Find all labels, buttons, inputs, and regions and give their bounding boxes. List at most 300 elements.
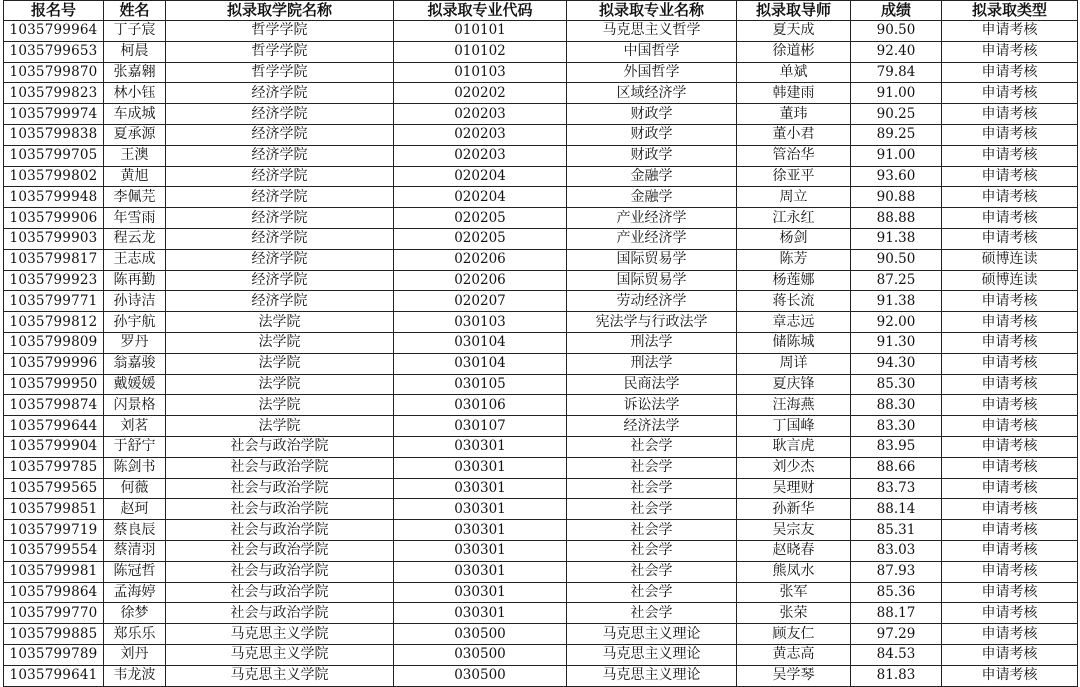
cell-major-code: 020207 — [394, 291, 567, 312]
cell-admission-type: 申请考核 — [942, 104, 1078, 125]
cell-major-code: 030500 — [394, 644, 567, 665]
cell-college: 法学院 — [166, 416, 394, 437]
table-row — [4, 499, 1078, 520]
cell-major-code: 020206 — [394, 270, 567, 291]
cell-name: 韦龙波 — [104, 665, 166, 686]
cell-score: 88.66 — [851, 457, 942, 478]
cell-score: 91.38 — [851, 291, 942, 312]
cell-major-name: 财政学 — [567, 104, 737, 125]
cell-supervisor: 赵晓春 — [737, 540, 851, 561]
cell-score: 83.30 — [851, 416, 942, 437]
table-row — [4, 104, 1078, 125]
cell-name: 程云龙 — [104, 228, 166, 249]
cell-major-code: 020205 — [394, 208, 567, 229]
table-row — [4, 457, 1078, 478]
cell-score: 85.36 — [851, 582, 942, 603]
cell-name: 闪景格 — [104, 395, 166, 416]
cell-score: 81.83 — [851, 665, 942, 686]
cell-admission-type: 申请考核 — [942, 228, 1078, 249]
cell-name: 于舒宁 — [104, 436, 166, 457]
admission-table — [3, 0, 1078, 687]
table-row — [4, 41, 1078, 62]
cell-major-code: 030301 — [394, 478, 567, 499]
cell-registration-no: 1035799554 — [4, 540, 104, 561]
cell-score: 85.31 — [851, 520, 942, 541]
cell-major-name: 社会学 — [567, 561, 737, 582]
cell-name: 丁子宸 — [104, 21, 166, 42]
cell-college: 马克思主义学院 — [166, 644, 394, 665]
cell-score: 92.00 — [851, 312, 942, 333]
cell-college: 经济学院 — [166, 270, 394, 291]
cell-score: 88.30 — [851, 395, 942, 416]
cell-college: 社会与政治学院 — [166, 540, 394, 561]
cell-name: 翁嘉骏 — [104, 353, 166, 374]
header-registration-no: 报名号 — [4, 1, 104, 21]
cell-major-name: 中国哲学 — [567, 41, 737, 62]
cell-supervisor: 周立 — [737, 187, 851, 208]
cell-college: 经济学院 — [166, 83, 394, 104]
cell-admission-type: 申请考核 — [942, 624, 1078, 645]
cell-admission-type: 申请考核 — [942, 395, 1078, 416]
cell-major-code: 020206 — [394, 249, 567, 270]
cell-score: 90.25 — [851, 104, 942, 125]
cell-college: 经济学院 — [166, 145, 394, 166]
cell-score: 88.17 — [851, 603, 942, 624]
cell-supervisor: 夏天成 — [737, 21, 851, 42]
cell-major-code: 010102 — [394, 41, 567, 62]
cell-admission-type: 申请考核 — [942, 124, 1078, 145]
cell-score: 91.00 — [851, 83, 942, 104]
cell-name: 柯晨 — [104, 41, 166, 62]
table-row — [4, 249, 1078, 270]
cell-major-name: 社会学 — [567, 603, 737, 624]
cell-major-name: 刑法学 — [567, 353, 737, 374]
cell-score: 84.53 — [851, 644, 942, 665]
cell-admission-type: 硕博连读 — [942, 270, 1078, 291]
cell-score: 90.50 — [851, 249, 942, 270]
cell-name: 孟海婷 — [104, 582, 166, 603]
cell-admission-type: 申请考核 — [942, 166, 1078, 187]
cell-major-code: 030301 — [394, 457, 567, 478]
cell-major-name: 社会学 — [567, 457, 737, 478]
cell-score: 91.00 — [851, 145, 942, 166]
cell-major-code: 010103 — [394, 62, 567, 83]
cell-score: 83.03 — [851, 540, 942, 561]
cell-registration-no: 1035799802 — [4, 166, 104, 187]
cell-major-code: 030301 — [394, 582, 567, 603]
cell-supervisor: 杨剑 — [737, 228, 851, 249]
cell-score: 97.29 — [851, 624, 942, 645]
cell-college: 法学院 — [166, 374, 394, 395]
cell-score: 94.30 — [851, 353, 942, 374]
table-row — [4, 540, 1078, 561]
cell-name: 张嘉翱 — [104, 62, 166, 83]
table-row — [4, 208, 1078, 229]
cell-score: 90.88 — [851, 187, 942, 208]
cell-admission-type: 申请考核 — [942, 603, 1078, 624]
cell-name: 年雪雨 — [104, 208, 166, 229]
cell-major-code: 030301 — [394, 499, 567, 520]
cell-college: 社会与政治学院 — [166, 603, 394, 624]
cell-registration-no: 1035799719 — [4, 520, 104, 541]
cell-supervisor: 黄志高 — [737, 644, 851, 665]
cell-registration-no: 1035799812 — [4, 312, 104, 333]
cell-registration-no: 1035799874 — [4, 395, 104, 416]
table-row — [4, 395, 1078, 416]
table-row — [4, 478, 1078, 499]
table-body — [4, 21, 1078, 687]
cell-college: 马克思主义学院 — [166, 624, 394, 645]
table-row — [4, 416, 1078, 437]
cell-major-name: 产业经济学 — [567, 208, 737, 229]
cell-college: 社会与政治学院 — [166, 561, 394, 582]
cell-name: 王志成 — [104, 249, 166, 270]
cell-score: 92.40 — [851, 41, 942, 62]
cell-major-name: 社会学 — [567, 582, 737, 603]
cell-major-name: 经济法学 — [567, 416, 737, 437]
cell-major-name: 金融学 — [567, 187, 737, 208]
cell-admission-type: 申请考核 — [942, 62, 1078, 83]
table-row — [4, 187, 1078, 208]
cell-admission-type: 申请考核 — [942, 457, 1078, 478]
cell-college: 经济学院 — [166, 208, 394, 229]
cell-major-name: 财政学 — [567, 145, 737, 166]
cell-admission-type: 申请考核 — [942, 312, 1078, 333]
cell-admission-type: 申请考核 — [942, 665, 1078, 686]
cell-name: 夏承源 — [104, 124, 166, 145]
cell-major-name: 区域经济学 — [567, 83, 737, 104]
cell-major-code: 030301 — [394, 540, 567, 561]
cell-major-name: 国际贸易学 — [567, 270, 737, 291]
cell-college: 社会与政治学院 — [166, 499, 394, 520]
cell-score: 83.95 — [851, 436, 942, 457]
cell-admission-type: 申请考核 — [942, 83, 1078, 104]
cell-supervisor: 章志远 — [737, 312, 851, 333]
cell-admission-type: 申请考核 — [942, 208, 1078, 229]
cell-college: 经济学院 — [166, 187, 394, 208]
header-score: 成绩 — [851, 1, 942, 21]
cell-major-name: 宪法学与行政法学 — [567, 312, 737, 333]
cell-major-name: 社会学 — [567, 478, 737, 499]
cell-supervisor: 徐道彬 — [737, 41, 851, 62]
cell-score: 85.30 — [851, 374, 942, 395]
cell-supervisor: 单斌 — [737, 62, 851, 83]
cell-admission-type: 申请考核 — [942, 353, 1078, 374]
cell-registration-no: 1035799838 — [4, 124, 104, 145]
cell-registration-no: 1035799789 — [4, 644, 104, 665]
cell-registration-no: 1035799785 — [4, 457, 104, 478]
cell-registration-no: 1035799823 — [4, 83, 104, 104]
cell-name: 车成城 — [104, 104, 166, 125]
table-row — [4, 228, 1078, 249]
cell-major-code: 030500 — [394, 665, 567, 686]
cell-college: 哲学学院 — [166, 41, 394, 62]
cell-name: 林小钰 — [104, 83, 166, 104]
cell-major-name: 诉讼法学 — [567, 395, 737, 416]
table-row — [4, 582, 1078, 603]
cell-registration-no: 1035799771 — [4, 291, 104, 312]
cell-college: 社会与政治学院 — [166, 582, 394, 603]
cell-score: 87.93 — [851, 561, 942, 582]
cell-registration-no: 1035799870 — [4, 62, 104, 83]
cell-supervisor: 顾友仁 — [737, 624, 851, 645]
cell-supervisor: 耿言虎 — [737, 436, 851, 457]
cell-supervisor: 张军 — [737, 582, 851, 603]
header-major-code: 拟录取专业代码 — [394, 1, 567, 21]
cell-college: 社会与政治学院 — [166, 520, 394, 541]
cell-college: 经济学院 — [166, 249, 394, 270]
cell-registration-no: 1035799705 — [4, 145, 104, 166]
cell-admission-type: 申请考核 — [942, 478, 1078, 499]
cell-name: 陈剑书 — [104, 457, 166, 478]
cell-registration-no: 1035799851 — [4, 499, 104, 520]
cell-admission-type: 申请考核 — [942, 374, 1078, 395]
cell-major-name: 国际贸易学 — [567, 249, 737, 270]
cell-admission-type: 申请考核 — [942, 499, 1078, 520]
cell-registration-no: 1035799923 — [4, 270, 104, 291]
cell-major-name: 马克思主义理论 — [567, 644, 737, 665]
cell-major-name: 社会学 — [567, 540, 737, 561]
cell-admission-type: 申请考核 — [942, 21, 1078, 42]
cell-college: 哲学学院 — [166, 62, 394, 83]
header-row — [4, 1, 1078, 21]
cell-name: 王澳 — [104, 145, 166, 166]
cell-registration-no: 1035799817 — [4, 249, 104, 270]
cell-name: 蔡清羽 — [104, 540, 166, 561]
cell-score: 91.30 — [851, 332, 942, 353]
cell-college: 经济学院 — [166, 228, 394, 249]
cell-major-code: 030107 — [394, 416, 567, 437]
cell-score: 93.60 — [851, 166, 942, 187]
cell-admission-type: 申请考核 — [942, 145, 1078, 166]
cell-major-name: 金融学 — [567, 166, 737, 187]
cell-major-code: 030104 — [394, 353, 567, 374]
cell-admission-type: 申请考核 — [942, 416, 1078, 437]
cell-registration-no: 1035799950 — [4, 374, 104, 395]
cell-name: 徐梦 — [104, 603, 166, 624]
cell-major-code: 030301 — [394, 603, 567, 624]
cell-supervisor: 刘少杰 — [737, 457, 851, 478]
cell-score: 83.73 — [851, 478, 942, 499]
table-row — [4, 624, 1078, 645]
cell-major-name: 刑法学 — [567, 332, 737, 353]
cell-score: 91.38 — [851, 228, 942, 249]
cell-major-name: 劳动经济学 — [567, 291, 737, 312]
cell-name: 何薇 — [104, 478, 166, 499]
cell-registration-no: 1035799641 — [4, 665, 104, 686]
cell-score: 89.25 — [851, 124, 942, 145]
cell-supervisor: 蒋长流 — [737, 291, 851, 312]
cell-admission-type: 申请考核 — [942, 291, 1078, 312]
cell-admission-type: 申请考核 — [942, 582, 1078, 603]
cell-registration-no: 1035799770 — [4, 603, 104, 624]
cell-major-name: 民商法学 — [567, 374, 737, 395]
table-row — [4, 291, 1078, 312]
cell-name: 刘丹 — [104, 644, 166, 665]
cell-score: 87.25 — [851, 270, 942, 291]
cell-admission-type: 申请考核 — [942, 561, 1078, 582]
header-supervisor: 拟录取导师 — [737, 1, 851, 21]
cell-supervisor: 周详 — [737, 353, 851, 374]
cell-major-code: 030103 — [394, 312, 567, 333]
table-row — [4, 312, 1078, 333]
cell-major-code: 020203 — [394, 104, 567, 125]
cell-major-name: 马克思主义理论 — [567, 665, 737, 686]
table-row — [4, 374, 1078, 395]
table-row — [4, 332, 1078, 353]
cell-admission-type: 申请考核 — [942, 187, 1078, 208]
cell-major-code: 010101 — [394, 21, 567, 42]
cell-college: 社会与政治学院 — [166, 457, 394, 478]
header-name: 姓名 — [104, 1, 166, 21]
cell-major-name: 社会学 — [567, 436, 737, 457]
cell-name: 戴媛媛 — [104, 374, 166, 395]
cell-major-name: 马克思主义哲学 — [567, 21, 737, 42]
cell-major-name: 财政学 — [567, 124, 737, 145]
cell-major-code: 020204 — [394, 166, 567, 187]
cell-name: 孙诗洁 — [104, 291, 166, 312]
cell-registration-no: 1035799981 — [4, 561, 104, 582]
cell-college: 哲学学院 — [166, 21, 394, 42]
table-row — [4, 561, 1078, 582]
cell-supervisor: 韩建雨 — [737, 83, 851, 104]
table-row — [4, 21, 1078, 42]
cell-major-code: 030104 — [394, 332, 567, 353]
cell-major-name: 马克思主义理论 — [567, 624, 737, 645]
cell-registration-no: 1035799948 — [4, 187, 104, 208]
cell-name: 黄旭 — [104, 166, 166, 187]
table-row — [4, 145, 1078, 166]
cell-registration-no: 1035799996 — [4, 353, 104, 374]
cell-admission-type: 硕博连读 — [942, 249, 1078, 270]
cell-supervisor: 张荣 — [737, 603, 851, 624]
cell-major-name: 社会学 — [567, 520, 737, 541]
header-college: 拟录取学院名称 — [166, 1, 394, 21]
cell-score: 88.88 — [851, 208, 942, 229]
cell-registration-no: 1035799864 — [4, 582, 104, 603]
cell-major-code: 020204 — [394, 187, 567, 208]
table-row — [4, 665, 1078, 686]
table-row — [4, 520, 1078, 541]
cell-name: 赵珂 — [104, 499, 166, 520]
table-row — [4, 603, 1078, 624]
table-row — [4, 83, 1078, 104]
cell-score: 79.84 — [851, 62, 942, 83]
cell-name: 蔡良辰 — [104, 520, 166, 541]
cell-supervisor: 储陈城 — [737, 332, 851, 353]
table-row — [4, 62, 1078, 83]
cell-supervisor: 丁国峰 — [737, 416, 851, 437]
cell-supervisor: 董小君 — [737, 124, 851, 145]
cell-supervisor: 管治华 — [737, 145, 851, 166]
cell-name: 陈冠哲 — [104, 561, 166, 582]
cell-name: 罗丹 — [104, 332, 166, 353]
cell-supervisor: 吴理财 — [737, 478, 851, 499]
cell-major-code: 030301 — [394, 436, 567, 457]
cell-registration-no: 1035799565 — [4, 478, 104, 499]
cell-name: 陈再勤 — [104, 270, 166, 291]
cell-registration-no: 1035799903 — [4, 228, 104, 249]
table-row — [4, 124, 1078, 145]
table-row — [4, 436, 1078, 457]
cell-score: 90.50 — [851, 21, 942, 42]
cell-name: 郑乐乐 — [104, 624, 166, 645]
cell-admission-type: 申请考核 — [942, 41, 1078, 62]
table-row — [4, 270, 1078, 291]
cell-registration-no: 1035799653 — [4, 41, 104, 62]
cell-registration-no: 1035799974 — [4, 104, 104, 125]
cell-name: 刘茗 — [104, 416, 166, 437]
table-row — [4, 644, 1078, 665]
cell-registration-no: 1035799809 — [4, 332, 104, 353]
cell-supervisor: 杨莲娜 — [737, 270, 851, 291]
cell-college: 社会与政治学院 — [166, 436, 394, 457]
cell-supervisor: 江永红 — [737, 208, 851, 229]
cell-major-code: 030301 — [394, 561, 567, 582]
cell-college: 经济学院 — [166, 291, 394, 312]
cell-supervisor: 陈芳 — [737, 249, 851, 270]
cell-supervisor: 孙新华 — [737, 499, 851, 520]
cell-major-code: 020205 — [394, 228, 567, 249]
cell-registration-no: 1035799964 — [4, 21, 104, 42]
cell-major-code: 020202 — [394, 83, 567, 104]
cell-admission-type: 申请考核 — [942, 520, 1078, 541]
cell-major-name: 产业经济学 — [567, 228, 737, 249]
table-row — [4, 353, 1078, 374]
cell-supervisor: 董玮 — [737, 104, 851, 125]
cell-admission-type: 申请考核 — [942, 644, 1078, 665]
cell-supervisor: 夏庆锋 — [737, 374, 851, 395]
cell-admission-type: 申请考核 — [942, 540, 1078, 561]
cell-supervisor: 汪海燕 — [737, 395, 851, 416]
header-admission-type: 拟录取类型 — [942, 1, 1078, 21]
cell-major-code: 030301 — [394, 520, 567, 541]
cell-college: 经济学院 — [166, 124, 394, 145]
cell-college: 经济学院 — [166, 104, 394, 125]
cell-college: 法学院 — [166, 332, 394, 353]
cell-major-code: 030105 — [394, 374, 567, 395]
cell-supervisor: 徐亚平 — [737, 166, 851, 187]
cell-registration-no: 1035799644 — [4, 416, 104, 437]
cell-supervisor: 吴学琴 — [737, 665, 851, 686]
cell-name: 李佩芫 — [104, 187, 166, 208]
cell-major-name: 社会学 — [567, 499, 737, 520]
cell-college: 法学院 — [166, 312, 394, 333]
cell-college: 社会与政治学院 — [166, 478, 394, 499]
cell-admission-type: 申请考核 — [942, 436, 1078, 457]
cell-college: 法学院 — [166, 353, 394, 374]
cell-major-code: 030500 — [394, 624, 567, 645]
cell-supervisor: 吴宗友 — [737, 520, 851, 541]
cell-college: 马克思主义学院 — [166, 665, 394, 686]
cell-supervisor: 熊凤水 — [737, 561, 851, 582]
header-major-name: 拟录取专业名称 — [567, 1, 737, 21]
cell-major-code: 030106 — [394, 395, 567, 416]
cell-major-code: 020203 — [394, 145, 567, 166]
cell-registration-no: 1035799906 — [4, 208, 104, 229]
cell-major-code: 020203 — [394, 124, 567, 145]
cell-score: 88.14 — [851, 499, 942, 520]
cell-admission-type: 申请考核 — [942, 332, 1078, 353]
cell-college: 法学院 — [166, 395, 394, 416]
table-header — [4, 1, 1078, 21]
table-row — [4, 166, 1078, 187]
cell-registration-no: 1035799904 — [4, 436, 104, 457]
cell-college: 经济学院 — [166, 166, 394, 187]
cell-name: 孙宇航 — [104, 312, 166, 333]
cell-registration-no: 1035799885 — [4, 624, 104, 645]
cell-major-name: 外国哲学 — [567, 62, 737, 83]
